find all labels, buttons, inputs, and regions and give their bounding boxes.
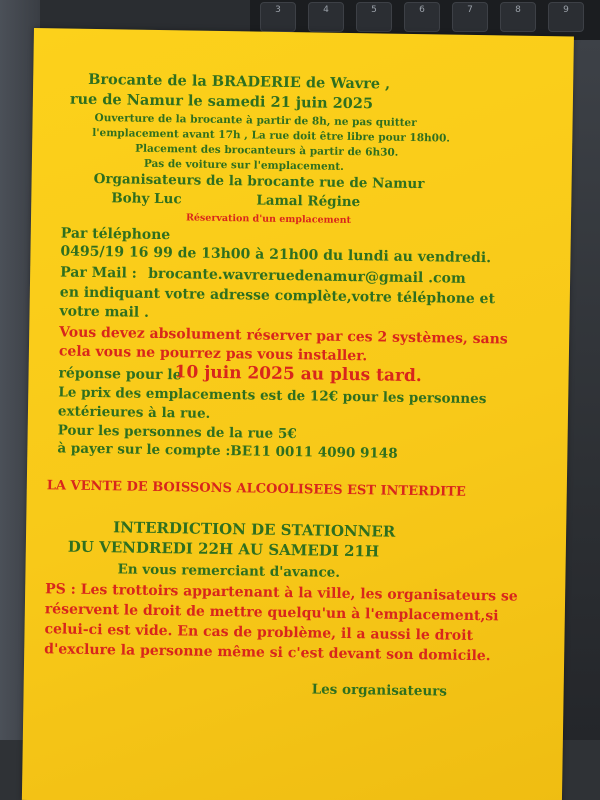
event-title: Brocante de la BRADERIE de Wavre , [88, 70, 391, 93]
warning-line: Vous devez absolument réserver par ces 2 systèmes, sans [59, 324, 508, 348]
event-date-line: rue de Namur le samedi 21 juin 2025 [69, 90, 374, 113]
flyer-paper [22, 28, 574, 800]
ps-line: PS : Les trottoirs appartenant à la ville, les organisateurs se [45, 581, 518, 605]
organizer-name: Lamal Régine [256, 192, 361, 211]
organizer-name: Bohy Luc [111, 190, 182, 208]
thanks-line: En vous remerciant d'avance. [117, 561, 341, 581]
mail-note: votre mail . [59, 303, 150, 321]
keyboard-key: 4 [308, 2, 344, 32]
phone-label: Par téléphone [60, 225, 171, 244]
parking-dates: DU VENDREDI 22H AU SAMEDI 21H [67, 537, 380, 561]
reservation-title: Réservation d'un emplacement [185, 212, 352, 227]
alcohol-notice: LA VENTE DE BOISSONS ALCOOLISEES EST INTERDITE [46, 478, 466, 500]
info-placement: Placement des brocanteurs à partir de 6h30. [135, 142, 399, 159]
deadline-prefix: réponse pour le [58, 365, 182, 384]
bank-account-line: à payer sur le compte :BE11 0011 4090 9148 [57, 440, 398, 462]
pricing-line: Le prix des emplacements est de 12€ pour les personnes [58, 384, 487, 408]
phone-line: 0495/19 16 99 de 13h00 à 21h00 du lundi au vendredi. [60, 243, 492, 267]
mail-note: en indiquant votre adresse complète,votre téléphone et [59, 284, 496, 308]
mail-address: brocante.wavreruedenamur@gmail .com [148, 265, 466, 287]
keyboard-key: 8 [500, 2, 536, 32]
ps-line: réservent le droit de mettre quelqu'un à l'emplacement,si [44, 601, 499, 625]
deadline-date: 10 juin 2025 au plus tard. [174, 362, 422, 387]
info-leave-time: l'emplacement avant 17h , La rue doit être libre pour 18h00. [92, 126, 451, 145]
keyboard-key: 6 [404, 2, 440, 32]
info-opening: Ouverture de la brocante à partir de 8h, ne pas quitter [94, 111, 417, 130]
keyboard-key: 9 [548, 2, 584, 32]
ps-line: d'exclure la personne même si c'est devant son domicile. [44, 641, 491, 665]
warning-line: cela vous ne pourrez pas vous installer. [58, 343, 368, 365]
organizers-title: Organisateurs de la brocante rue de Namur [93, 170, 425, 193]
signature: Les organisateurs [311, 681, 448, 700]
mail-label: Par Mail : [60, 264, 138, 282]
keyboard-key: 5 [356, 2, 392, 32]
ps-line: celui-ci est vide. En cas de problème, il a aussi le droit [44, 621, 474, 644]
pricing-line: Pour les personnes de la rue 5€ [57, 422, 297, 443]
pricing-line: extérieures à la rue. [57, 403, 211, 422]
info-no-car: Pas de voiture sur l'emplacement. [143, 157, 344, 173]
keyboard-key: 7 [452, 2, 488, 32]
parking-notice: INTERDICTION DE STATIONNER [113, 518, 396, 541]
keyboard-key: 3 [260, 2, 296, 32]
